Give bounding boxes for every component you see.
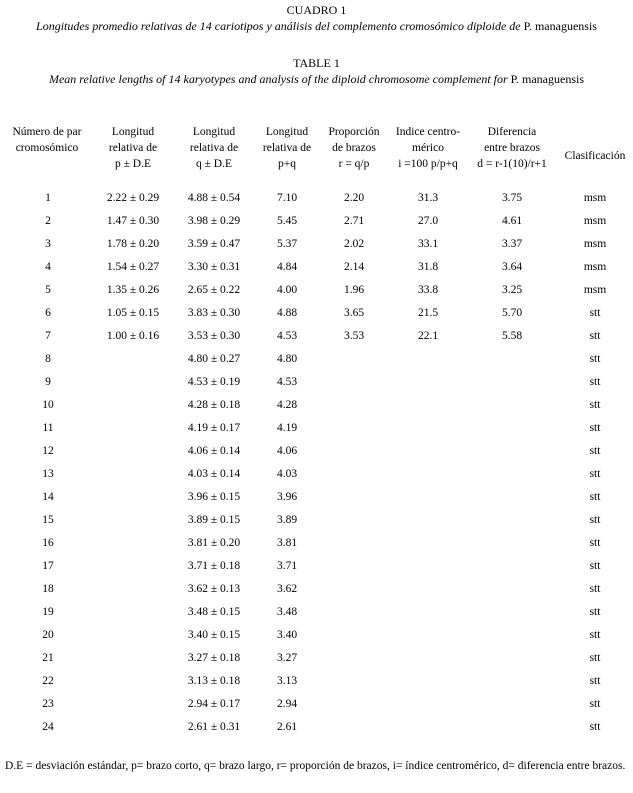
- pair-number-cell: 20: [42, 629, 54, 641]
- p-length-cell: 1.05 ± 0.15: [106, 307, 160, 319]
- classification-cell: stt: [589, 468, 601, 480]
- pair-number-cell: 16: [42, 537, 54, 549]
- q-length-cell: 4.80 ± 0.27: [187, 353, 241, 365]
- header-arm-ratio: [322, 124, 386, 172]
- q-length-cell: 3.53 ± 0.30: [187, 330, 241, 342]
- pair-number-cell: 22: [42, 675, 54, 687]
- classification-cell: stt: [589, 652, 601, 664]
- q-length-cell: 4.28 ± 0.18: [187, 399, 241, 411]
- arm-ratio-cell: 1.96: [343, 284, 365, 296]
- pair-number-cell: 12: [42, 445, 54, 457]
- classification-cell: stt: [589, 422, 601, 434]
- caption-spanish-title-text: Longitudes promedio relativas de 14 cariotipos y análisis del complemento cromosómico diploide de: [36, 19, 521, 33]
- pq-length-cell: 3.40: [276, 629, 298, 641]
- pair-number-cell: 19: [42, 606, 54, 618]
- pq-length-cell: 3.71: [276, 560, 298, 572]
- classification-cell: stt: [589, 399, 601, 411]
- table-row: [0, 463, 633, 486]
- header-line: Proporción: [328, 126, 380, 138]
- caption-english-species: P. managuensis: [510, 72, 585, 86]
- classification-cell: stt: [589, 560, 601, 572]
- classification-cell: msm: [583, 215, 607, 227]
- table-row: [0, 624, 633, 647]
- q-length-cell: 3.62 ± 0.13: [187, 583, 241, 595]
- caption-english-label: TABLE 1: [293, 56, 340, 70]
- q-length-cell: 3.59 ± 0.47: [187, 238, 241, 250]
- header-line: p+q: [278, 158, 296, 170]
- classification-cell: stt: [589, 583, 601, 595]
- table-row: [0, 348, 633, 371]
- pair-number-cell: 4: [45, 261, 51, 273]
- pair-number-cell: 7: [45, 330, 51, 342]
- caption-english-title-text: Mean relative lengths of 14 karyotypes and analysis of the diploid chromosome complement for: [48, 72, 508, 86]
- pair-number-cell: 14: [42, 491, 54, 503]
- header-line: relativa de: [189, 142, 239, 154]
- header-line: entre brazos: [484, 142, 540, 154]
- pq-length-cell: 4.19: [276, 422, 298, 434]
- classification-cell: stt: [589, 491, 601, 503]
- pq-length-cell: 3.81: [276, 537, 298, 549]
- q-length-cell: 4.88 ± 0.54: [187, 192, 241, 204]
- caption-spanish-species: P. managuensis: [523, 19, 597, 33]
- classification-cell: stt: [589, 675, 601, 687]
- classification-cell: stt: [589, 514, 601, 526]
- arm-ratio-cell: 2.02: [343, 238, 365, 250]
- header-pair-number: [2, 124, 92, 156]
- pair-number-cell: 23: [42, 698, 54, 710]
- pq-length-cell: 4.00: [276, 284, 298, 296]
- header-line: mérico: [412, 142, 444, 154]
- header-line: Longitud: [192, 126, 236, 138]
- classification-cell: msm: [583, 238, 607, 250]
- table-row: [0, 279, 633, 302]
- table-row: [0, 371, 633, 394]
- classification-cell: stt: [589, 721, 601, 733]
- p-length-cell: 1.47 ± 0.30: [106, 215, 160, 227]
- pq-length-cell: 3.89: [276, 514, 298, 526]
- header-line: Número de par: [12, 126, 82, 138]
- pair-number-cell: 2: [45, 215, 51, 227]
- header-line: relativa de: [108, 142, 158, 154]
- pair-number-cell: 17: [42, 560, 54, 572]
- classification-cell: msm: [583, 261, 607, 273]
- table-row: [0, 578, 633, 601]
- header-arm-difference: [470, 124, 554, 172]
- q-length-cell: 3.98 ± 0.29: [187, 215, 241, 227]
- pq-length-cell: 4.84: [276, 261, 298, 273]
- table-row: [0, 555, 633, 578]
- table-row: [0, 440, 633, 463]
- p-length-cell: 1.00 ± 0.16: [106, 330, 160, 342]
- table-row: [0, 210, 633, 233]
- q-length-cell: 3.13 ± 0.18: [187, 675, 241, 687]
- header-classification: [558, 148, 632, 164]
- karyotype-table-body: [0, 187, 633, 739]
- header-line: relativa de: [262, 142, 312, 154]
- pair-number-cell: 8: [45, 353, 51, 365]
- pq-length-cell: 2.94: [276, 698, 298, 710]
- q-length-cell: 3.96 ± 0.15: [187, 491, 241, 503]
- classification-cell: stt: [589, 330, 601, 342]
- table-row: [0, 394, 633, 417]
- centromeric-index-cell: 31.8: [417, 261, 439, 273]
- header-line: d = r-1(10)/r+1: [477, 158, 547, 170]
- pq-length-cell: 5.37: [276, 238, 298, 250]
- classification-cell: stt: [589, 376, 601, 388]
- table-row: [0, 601, 633, 624]
- header-line: i =100 p/p+q: [398, 158, 458, 170]
- pair-number-cell: 13: [42, 468, 54, 480]
- pair-number-cell: 10: [42, 399, 54, 411]
- classification-cell: stt: [589, 537, 601, 549]
- pair-number-cell: 5: [45, 284, 51, 296]
- table-row: [0, 256, 633, 279]
- classification-cell: stt: [589, 698, 601, 710]
- header-line: Longitud: [265, 126, 309, 138]
- header-line: Diferencia: [487, 126, 537, 138]
- q-length-cell: 2.61 ± 0.31: [187, 721, 241, 733]
- pq-length-cell: 2.61: [276, 721, 298, 733]
- pq-length-cell: 3.13: [276, 675, 298, 687]
- pq-length-cell: 4.28: [276, 399, 298, 411]
- pair-number-cell: 21: [42, 652, 54, 664]
- centromeric-index-cell: 21.5: [417, 307, 439, 319]
- pq-length-cell: 4.53: [276, 376, 298, 388]
- p-length-cell: 1.35 ± 0.26: [106, 284, 160, 296]
- classification-cell: stt: [589, 606, 601, 618]
- q-length-cell: 2.65 ± 0.22: [187, 284, 241, 296]
- p-length-cell: 1.78 ± 0.20: [106, 238, 160, 250]
- arm-difference-cell: 3.75: [501, 192, 523, 204]
- arm-difference-cell: 5.70: [501, 307, 523, 319]
- q-length-cell: 3.71 ± 0.18: [187, 560, 241, 572]
- pair-number-cell: 1: [45, 192, 51, 204]
- q-length-cell: 3.81 ± 0.20: [187, 537, 241, 549]
- header-p-length: [97, 124, 169, 172]
- pq-length-cell: 4.53: [276, 330, 298, 342]
- header-line: r = q/p: [338, 158, 370, 170]
- pair-number-cell: 24: [42, 721, 54, 733]
- classification-cell: msm: [583, 192, 607, 204]
- pair-number-cell: 18: [42, 583, 54, 595]
- q-length-cell: 3.30 ± 0.31: [187, 261, 241, 273]
- centromeric-index-cell: 22.1: [417, 330, 439, 342]
- table-footnote: D.E = desviación estándar, p= brazo corto, q= brazo largo, r= proporción de brazos, i= índice centromérico, d= diferencia entre brazos.: [5, 760, 626, 772]
- pair-number-cell: 6: [45, 307, 51, 319]
- q-length-cell: 3.40 ± 0.15: [187, 629, 241, 641]
- caption-spanish-label: CUADRO 1: [286, 3, 347, 17]
- arm-difference-cell: 3.37: [501, 238, 523, 250]
- p-length-cell: 2.22 ± 0.29: [106, 192, 160, 204]
- table-row: [0, 532, 633, 555]
- arm-difference-cell: 4.61: [501, 215, 523, 227]
- centromeric-index-cell: 27.0: [417, 215, 439, 227]
- classification-cell: stt: [589, 629, 601, 641]
- pair-number-cell: 9: [45, 376, 51, 388]
- centromeric-index-cell: 33.1: [417, 238, 439, 250]
- caption-spanish-title: [0, 19, 633, 34]
- arm-difference-cell: 3.25: [501, 284, 523, 296]
- pq-length-cell: 4.03: [276, 468, 298, 480]
- arm-difference-cell: 5.58: [501, 330, 523, 342]
- table-row: [0, 716, 633, 739]
- table-row: [0, 417, 633, 440]
- q-length-cell: 2.94 ± 0.17: [187, 698, 241, 710]
- header-line: Indice centro-: [395, 126, 461, 138]
- header-pq-length: [258, 124, 316, 172]
- table-row: [0, 325, 633, 348]
- table-row: [0, 233, 633, 256]
- header-line: Clasificación: [564, 150, 626, 162]
- table-row: [0, 187, 633, 210]
- pq-length-cell: 3.96: [276, 491, 298, 503]
- pq-length-cell: 4.06: [276, 445, 298, 457]
- p-length-cell: 1.54 ± 0.27: [106, 261, 160, 273]
- header-centromeric-index: [390, 124, 466, 172]
- centromeric-index-cell: 33.8: [417, 284, 439, 296]
- header-line: de brazos: [332, 142, 376, 154]
- header-line: q ± D.E: [195, 158, 233, 170]
- arm-ratio-cell: 3.53: [343, 330, 365, 342]
- classification-cell: stt: [589, 353, 601, 365]
- arm-difference-cell: 3.64: [501, 261, 523, 273]
- pq-length-cell: 3.48: [276, 606, 298, 618]
- pq-length-cell: 4.80: [276, 353, 298, 365]
- pair-number-cell: 11: [42, 422, 54, 434]
- header-q-length: [178, 124, 250, 172]
- pq-length-cell: 3.27: [276, 652, 298, 664]
- pq-length-cell: 3.62: [276, 583, 298, 595]
- table-row: [0, 302, 633, 325]
- pq-length-cell: 7.10: [276, 192, 298, 204]
- classification-cell: stt: [589, 445, 601, 457]
- header-line: Longitud: [111, 126, 155, 138]
- classification-cell: msm: [583, 284, 607, 296]
- arm-ratio-cell: 2.71: [343, 215, 365, 227]
- centromeric-index-cell: 31.3: [417, 192, 439, 204]
- table-row: [0, 670, 633, 693]
- pq-length-cell: 5.45: [276, 215, 298, 227]
- q-length-cell: 4.53 ± 0.19: [187, 376, 241, 388]
- caption-english-title: [0, 72, 633, 87]
- q-length-cell: 4.19 ± 0.17: [187, 422, 241, 434]
- table-row: [0, 647, 633, 670]
- table-row: [0, 693, 633, 716]
- q-length-cell: 3.48 ± 0.15: [187, 606, 241, 618]
- table-row: [0, 509, 633, 532]
- table-row: [0, 486, 633, 509]
- q-length-cell: 3.83 ± 0.30: [187, 307, 241, 319]
- q-length-cell: 4.03 ± 0.14: [187, 468, 241, 480]
- q-length-cell: 4.06 ± 0.14: [187, 445, 241, 457]
- q-length-cell: 3.89 ± 0.15: [187, 514, 241, 526]
- q-length-cell: 3.27 ± 0.18: [187, 652, 241, 664]
- pair-number-cell: 15: [42, 514, 54, 526]
- classification-cell: stt: [589, 307, 601, 319]
- pq-length-cell: 4.88: [276, 307, 298, 319]
- arm-ratio-cell: 3.65: [343, 307, 365, 319]
- header-line: p ± D.E: [114, 158, 152, 170]
- header-line: cromosómico: [15, 142, 79, 154]
- arm-ratio-cell: 2.14: [343, 261, 365, 273]
- pair-number-cell: 3: [45, 238, 51, 250]
- arm-ratio-cell: 2.20: [343, 192, 365, 204]
